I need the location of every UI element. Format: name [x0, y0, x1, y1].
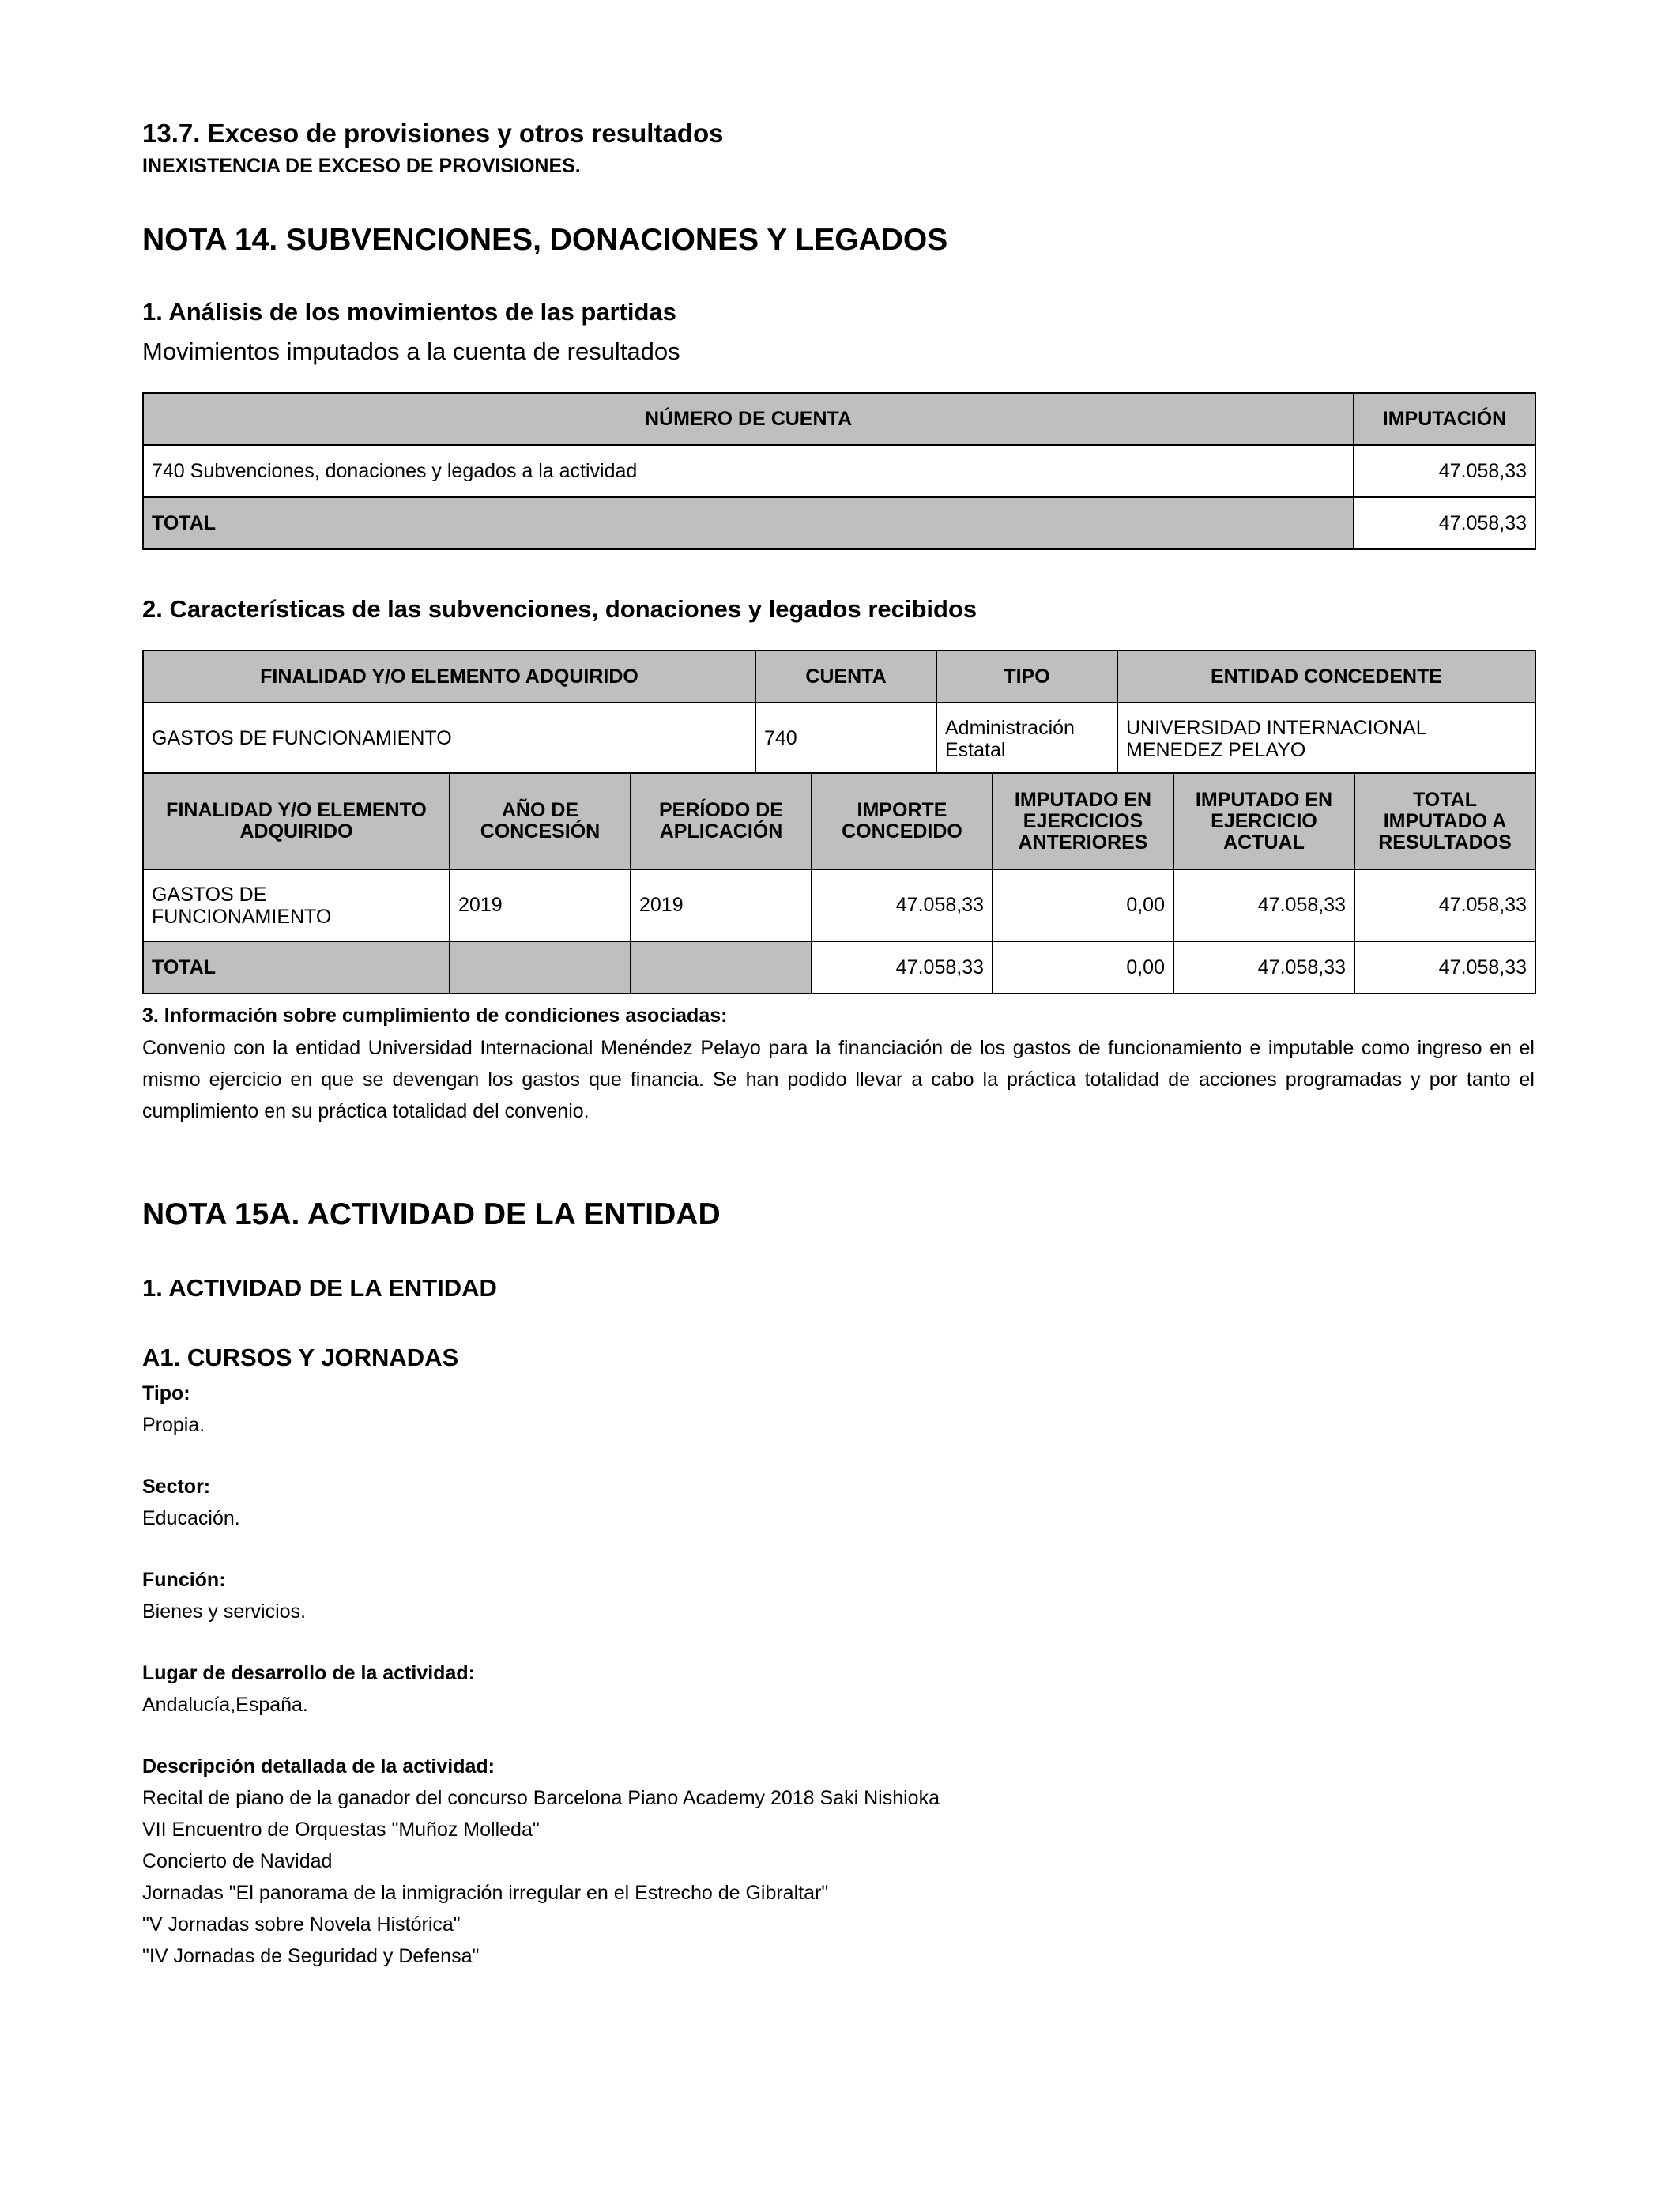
header-tipo: TIPO	[936, 650, 1117, 703]
a1-title: A1. CURSOS Y JORNADAS	[142, 1344, 459, 1371]
nota-14-title: NOTA 14. SUBVENCIONES, DONACIONES Y LEGADOS	[142, 223, 948, 257]
nota-14-section-2-title: 2. Características de las subvenciones, donaciones y legados recibidos	[142, 595, 977, 623]
funcion-label: Función:	[142, 1569, 226, 1591]
total-importe: 47.058,33	[812, 941, 993, 993]
nota-14-section-1-title: 1. Análisis de los movimientos de las partidas	[142, 298, 676, 326]
header-numero-cuenta: NÚMERO DE CUENTA	[143, 393, 1354, 445]
cell-cuenta: 740	[755, 703, 936, 775]
cell-cuenta: 740 Subvenciones, donaciones y legados a la actividad	[143, 445, 1354, 497]
cell-imputacion: 47.058,33	[1354, 445, 1535, 497]
table-header-row	[143, 393, 1535, 445]
cell-tipo: Administración Estatal	[936, 703, 1117, 775]
funcion-value: Bienes y servicios.	[142, 1600, 307, 1623]
cell-entidad: UNIVERSIDAD INTERNACIONAL MENEDEZ PELAYO	[1117, 703, 1535, 775]
total-empty-anio	[450, 941, 631, 993]
nota-14-section-1-subtitle: Movimientos imputados a la cuenta de resultados	[142, 337, 680, 365]
header-imputacion: IMPUTACIÓN	[1354, 393, 1535, 445]
header-finalidad: FINALIDAD Y/O ELEMENTO ADQUIRIDO	[143, 773, 450, 869]
descripcion-item: Jornadas "El panorama de la inmigración irregular en el Estrecho de Gibraltar"	[142, 1882, 829, 1904]
table-header-row	[143, 773, 1535, 869]
table-row	[143, 869, 1535, 941]
table-header-row	[143, 650, 1535, 703]
nota-15a-section-1-title: 1. ACTIVIDAD DE LA ENTIDAD	[142, 1274, 497, 1302]
cell-actual: 47.058,33	[1173, 869, 1354, 941]
caracteristicas-table	[142, 650, 1536, 775]
tipo-value: Propia.	[142, 1414, 205, 1436]
nota-14-section-3-title: 3. Información sobre cumplimiento de condiciones asociadas:	[142, 1005, 728, 1027]
descripcion-item: "IV Jornadas de Seguridad y Defensa"	[142, 1945, 480, 1967]
lugar-value: Andalucía,España.	[142, 1694, 308, 1716]
section-13-7-title: 13.7. Exceso de provisiones y otros resultados	[142, 119, 724, 148]
header-actual: IMPUTADO EN EJERCICIO ACTUAL	[1173, 773, 1354, 869]
total-actual: 47.058,33	[1173, 941, 1354, 993]
imputacion-table	[142, 772, 1536, 994]
cell-total: 47.058,33	[1354, 869, 1535, 941]
descripcion-item: "V Jornadas sobre Novela Histórica"	[142, 1913, 461, 1936]
tipo-label: Tipo:	[142, 1382, 190, 1404]
header-anio: AÑO DE CONCESIÓN	[450, 773, 631, 869]
total-row	[143, 497, 1535, 549]
header-finalidad: FINALIDAD Y/O ELEMENTO ADQUIRIDO	[143, 650, 755, 703]
cell-anio: 2019	[450, 869, 631, 941]
total-value: 47.058,33	[1354, 497, 1535, 549]
table-row	[143, 445, 1535, 497]
descripcion-item: Concierto de Navidad	[142, 1850, 333, 1872]
cell-finalidad: GASTOS DE FUNCIONAMIENTO	[143, 703, 755, 775]
table-row	[143, 703, 1535, 775]
header-anteriores: IMPUTADO EN EJERCICIOS ANTERIORES	[993, 773, 1173, 869]
movimientos-table	[142, 392, 1536, 550]
nota-15a-title: NOTA 15A. ACTIVIDAD DE LA ENTIDAD	[142, 1197, 721, 1231]
lugar-label: Lugar de desarrollo de la actividad:	[142, 1662, 475, 1684]
descripcion-item: Recital de piano de la ganador del concurso Barcelona Piano Academy 2018 Saki Nishioka	[142, 1787, 940, 1809]
header-periodo: PERÍODO DE APLICACIÓN	[631, 773, 812, 869]
cell-periodo: 2019	[631, 869, 812, 941]
header-cuenta: CUENTA	[755, 650, 936, 703]
section-13-7-subtitle: INEXISTENCIA DE EXCESO DE PROVISIONES.	[142, 155, 581, 177]
header-entidad: ENTIDAD CONCEDENTE	[1117, 650, 1535, 703]
header-importe: IMPORTE CONCEDIDO	[812, 773, 993, 869]
cell-importe: 47.058,33	[812, 869, 993, 941]
cell-finalidad: GASTOS DE FUNCIONAMIENTO	[143, 869, 450, 941]
total-anteriores: 0,00	[993, 941, 1173, 993]
total-label: TOTAL	[143, 497, 1354, 549]
descripcion-item: VII Encuentro de Orquestas "Muñoz Molleda"	[142, 1819, 540, 1841]
total-label: TOTAL	[143, 941, 450, 993]
descripcion-label: Descripción detallada de la actividad:	[142, 1755, 495, 1777]
activity-fields	[142, 1378, 1535, 1972]
total-empty-periodo	[631, 941, 812, 993]
total-total: 47.058,33	[1354, 941, 1535, 993]
sector-value: Educación.	[142, 1507, 240, 1529]
total-row	[143, 941, 1535, 993]
cell-anteriores: 0,00	[993, 869, 1173, 941]
sector-label: Sector:	[142, 1476, 211, 1498]
nota-14-section-3-text: Convenio con la entidad Universidad Internacional Menéndez Pelayo para la financiación de los gastos de funcionamiento e imputable como ingreso en el mismo ejercicio en que se devengan los gastos que financia. Se han podido llevar a cabo la práctica totalidad de acciones programadas y por tanto el cumplimiento en su práctica totalidad del convenio.	[142, 1037, 1535, 1122]
header-total: TOTAL IMPUTADO A RESULTADOS	[1354, 773, 1535, 869]
